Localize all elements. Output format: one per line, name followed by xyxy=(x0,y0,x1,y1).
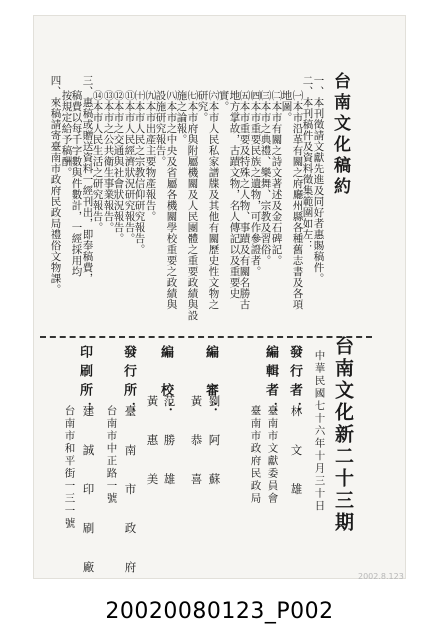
guideline-line: 地方掌故，古蹟文物，名人傳記以及重要史 xyxy=(228,90,241,299)
printer-value-2: 台南市和平街一三一號 xyxy=(63,405,76,530)
pencil-stamp: 2002.8.123 xyxy=(358,572,404,581)
section-divider xyxy=(40,336,372,338)
guideline-line: ㈠本市沿革有關之府廳州縣各種舊志書及各項 xyxy=(291,90,304,310)
guideline-line: ⑪本市人民經濟狀況研究報告。 xyxy=(123,90,136,244)
editor-value-2: 臺南市政府民政局 xyxy=(249,405,262,505)
proof-label: 編 校： xyxy=(158,345,173,421)
guideline-line: ㈣本市重要民族之遺物，可作參證者。 xyxy=(249,90,262,277)
guidelines-title: 台南文化稿約 xyxy=(330,72,350,198)
guideline-line: 三、惠稿或贈送資料一經刊出，即奉稿費， xyxy=(81,75,94,284)
proof-value-2: 黃 惠 美 xyxy=(145,395,160,493)
guideline-line: 一、本刊徵請文獻先進及同好者惠賜稿件。 xyxy=(312,75,325,284)
guideline-line: ㈡本市有關之詩文著述及金石碑記。 xyxy=(270,90,283,266)
guideline-line: ㈩本市人民之宗教信仰研究報告。 xyxy=(133,90,146,255)
guideline-line: ㈦本市府與附屬機關及人民團體之重要政績與設 xyxy=(186,90,199,321)
guideline-line: 按規定給予稿酬。 xyxy=(60,90,73,178)
issuer-value-1: 臺 南 市 政 府 xyxy=(123,405,138,581)
editor-label: 編輯者： xyxy=(263,345,278,421)
guideline-line: 實。 xyxy=(217,90,230,112)
guideline-line: 稿費以每千字數與件數計，一經採用均 xyxy=(70,90,83,277)
publisher-label: 發行者： xyxy=(287,345,302,421)
printer-label: 印刷所： xyxy=(77,345,92,421)
review-value-1: 劉 阿 蘇 xyxy=(207,395,222,493)
printer-value-1: 建 誠 印 刷 廠 xyxy=(81,405,96,581)
guideline-line: ⑬本市之公共衛生事業報告。 xyxy=(102,90,115,233)
guideline-line: 二、本刊稿件及資料徵集範圍如左： xyxy=(301,75,314,251)
guideline-line: 設施研究報告。 xyxy=(154,90,167,167)
guideline-line: ㈥本市人民私家譜牒及其他有關歷史性文物之 xyxy=(207,90,220,310)
issuer-value-2: 台南市中正路一號 xyxy=(105,405,118,505)
guideline-line: 地圖。 xyxy=(280,90,293,123)
image-caption: 20020080123_P002 xyxy=(105,599,334,624)
publication-date: 中華民國七十六年十月三十日 xyxy=(313,350,326,513)
guideline-line: 研究。 xyxy=(196,90,209,123)
guideline-line: ⑭本市人民生活之研究報告。 xyxy=(91,90,104,233)
guideline-line: ㈨本市出產主要物產報告。 xyxy=(144,90,157,222)
guideline-line: ⑫本市之交通與社會狀況報告。 xyxy=(112,90,125,244)
publisher-value: 林 文 雄 xyxy=(289,405,304,503)
review-value-2: 黃 恭 喜 xyxy=(189,395,204,493)
issuer-label: 發行所： xyxy=(121,345,136,421)
guideline-line: 四、來稿請寄臺南市政府民政局禮俗文物課。 xyxy=(49,75,62,295)
editor-value-1: 臺南市文獻委員會 xyxy=(266,405,279,505)
review-label: 編 審： xyxy=(203,345,218,421)
guideline-line: ㈢本市之典禮、樂舞、宗教及習俗。 xyxy=(259,90,272,266)
guideline-line: ㈤本市重要及特殊之人物、事蹟及有關名勝古 xyxy=(238,90,251,310)
proof-value-1: 范 勝 雄 xyxy=(162,395,177,493)
guideline-line: 施之論報。 xyxy=(175,90,188,145)
magazine-title: 台南文化新二十三期 xyxy=(332,336,354,534)
guideline-line: ㈧本市之中央及省屬各機關學校重要之政績與 xyxy=(165,90,178,310)
